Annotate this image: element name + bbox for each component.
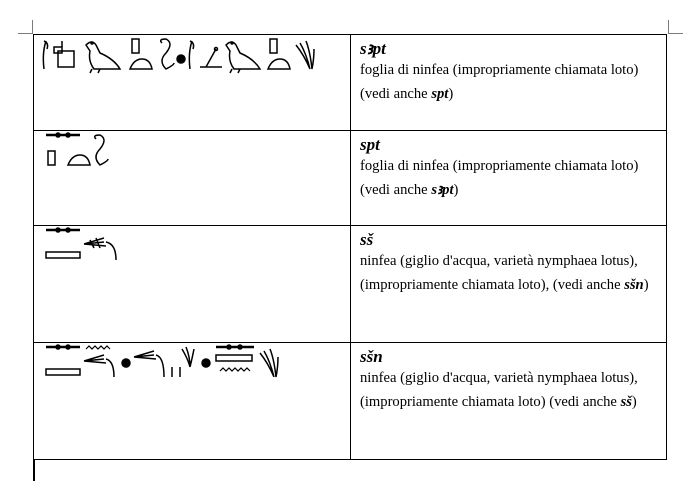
- water-icon: [86, 346, 110, 349]
- dot-icon: [122, 359, 130, 367]
- bread-loaf-icon: [68, 155, 90, 165]
- definition-cell: [351, 343, 667, 460]
- meaning-text: ninfea (giglio d'acqua, varietà nymphaea lotus), (impropriamente chiamata loto) (vedi anche sš): [360, 370, 638, 410]
- see-also-reference: spt: [431, 85, 449, 102]
- lotus-flower-icon: [134, 351, 164, 377]
- page-corner-mark: [668, 20, 669, 34]
- lotus-plant-icon: [296, 41, 314, 69]
- see-also-reference: sšn: [624, 276, 644, 293]
- table-row: [34, 226, 667, 343]
- transliteration: spt: [360, 135, 380, 154]
- definition-cell: [351, 226, 667, 343]
- meaning-text: ninfea (giglio d'acqua, varietà nymphaea lotus), (impropriamente chiamata loto), (vedi anche sšn): [360, 253, 649, 293]
- hieroglyph-sequence: [34, 131, 154, 171]
- dot-icon: [202, 359, 210, 367]
- reed-leaf-icon: [43, 41, 47, 69]
- table-row: [34, 131, 667, 226]
- vulture-icon: [226, 42, 260, 73]
- page-corner-mark: [32, 20, 33, 34]
- pool-icon: [46, 369, 80, 375]
- lotus-plant-icon: [182, 347, 194, 367]
- door-bolt-wide-icon: [46, 228, 80, 232]
- see-also-reference: sš: [620, 393, 632, 410]
- reed-leaf-icon: [189, 41, 193, 69]
- meaning-text: foglia di ninfea (impropriamente chiamata loto) (vedi anche sꜣpt): [360, 158, 639, 198]
- door-bolt-wide-icon: [46, 345, 80, 349]
- bolt-icon: [200, 48, 222, 68]
- hieroglyph-sequence: [34, 226, 154, 266]
- door-bolt-icon: [132, 39, 139, 53]
- lotus-flower-icon: [84, 238, 116, 260]
- page-corner-mark: [669, 33, 683, 34]
- text-cursor: [33, 459, 35, 481]
- table-row: [34, 343, 667, 460]
- bread-loaf-icon: [268, 59, 290, 69]
- hieroglyph-cell: [34, 226, 351, 343]
- lotus-leaf-icon: [161, 39, 174, 69]
- bread-loaf-icon: [130, 59, 152, 69]
- hieroglyph-cell: [34, 343, 351, 460]
- hieroglyph-sequence: [34, 35, 324, 75]
- water-icon: [220, 368, 250, 371]
- door-bolt-wide-icon: [46, 133, 80, 137]
- transliteration: sšn: [360, 347, 383, 366]
- lotus-leaf-icon: [95, 135, 108, 165]
- page-corner-mark: [18, 33, 32, 34]
- transliteration: sš: [360, 230, 374, 249]
- table-row: [34, 35, 667, 131]
- meaning-text: foglia di ninfea (impropriamente chiamata loto) (vedi anche spt): [360, 62, 639, 102]
- plural-strokes-icon: [172, 367, 180, 377]
- see-also-reference: sꜣpt: [431, 181, 454, 198]
- hieroglyph-cell: [34, 131, 351, 226]
- seat-icon: [54, 41, 74, 67]
- hieroglyph-dictionary-table: [33, 34, 667, 460]
- lotus-flower-icon: [84, 355, 114, 377]
- door-bolt-wide-icon: [216, 345, 254, 349]
- vulture-icon: [86, 42, 120, 73]
- definition-cell: [351, 35, 667, 131]
- dot-icon: [177, 55, 185, 63]
- hieroglyph-sequence: [34, 343, 324, 383]
- pool-icon: [46, 252, 80, 258]
- door-bolt-icon: [270, 39, 277, 53]
- lotus-plant-icon: [260, 349, 278, 377]
- door-bolt-icon: [48, 151, 55, 165]
- definition-cell: [351, 131, 667, 226]
- pool-icon: [216, 355, 252, 361]
- transliteration: sꜣpt: [360, 39, 386, 58]
- hieroglyph-cell: [34, 35, 351, 131]
